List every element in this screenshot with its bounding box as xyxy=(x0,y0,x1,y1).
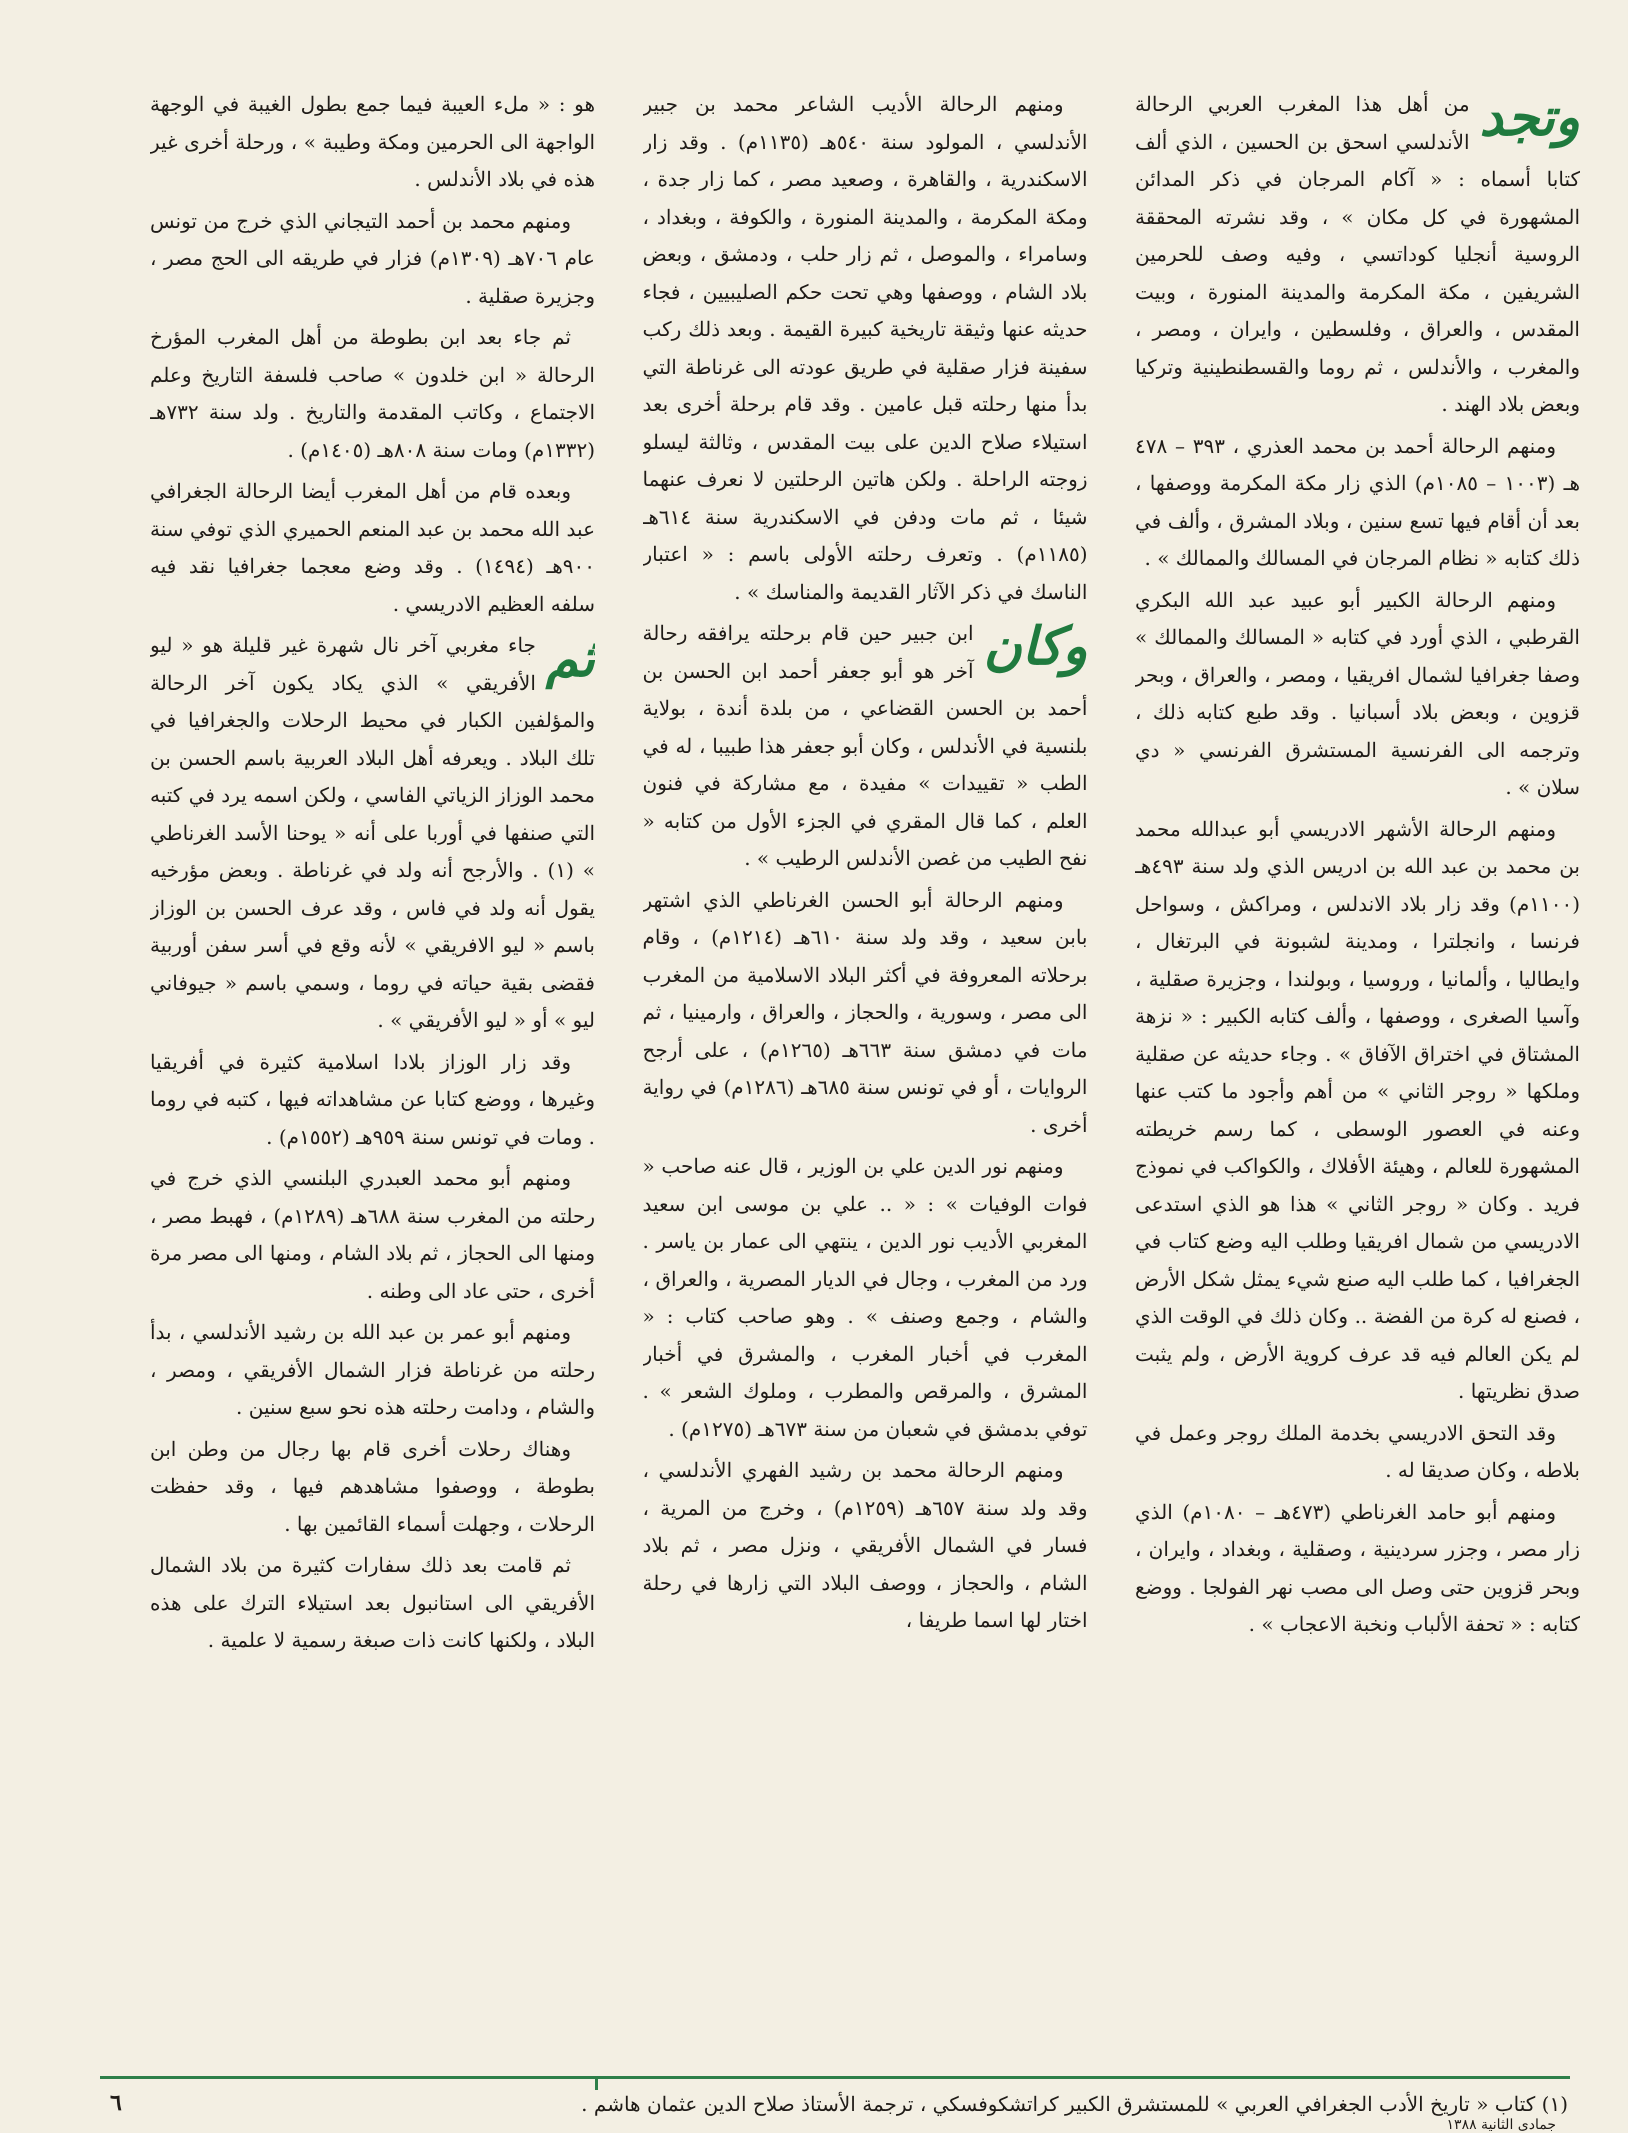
paragraph: ومنهم نور الدين علي بن الوزير ، قال عنه صاحب « فوات الوفيات » : « .. علي بن موسى ابن سعيد المغربي الأديب نور الدين ، ينتهي الى عمار بن ياسر . ورد من المغرب ، وجال في الديار المصرية ، والعراق ، والشام ، وجمع وصنف » . وهو صاحب كتاب : « المغرب في أخبار المغرب ، والمشرق في أخبار المشرق ، والمرقص والمطرب ، وملوك الشعر » . توفي بدمشق في شعبان من سنة ٦٧٣هـ (١٢٧٥م) . xyxy=(642,1154,1088,1441)
paragraph: وقد التحق الادريسي بخدمة الملك روجر وعمل في بلاطه ، وكان صديقا له . xyxy=(1135,1420,1580,1482)
paragraph: ثم قامت بعد ذلك سفارات كثيرة من بلاد الشمال الأفريقي الى استانبول بعد استيلاء الترك على هذه البلاد ، ولكنها كانت ذات صبغة رسمية لا علمية . xyxy=(150,1553,595,1652)
paragraph: ومنهم الرحالة الكبير أبو عبيد عبد الله البكري القرطبي ، الذي أورد في كتابه « المسالك والممالك » وصفا جغرافيا لشمال افريقيا ، ومصر ، والعراق ، وبحر قزوين ، وبعض بلاد أسبانيا . وقد طبع كتابه ذلك ، وترجمه الى الفرنسية المستشرق الفرنسي « دي سلان » . xyxy=(1135,587,1580,799)
footnote-rule xyxy=(100,2076,1570,2079)
dropcap-thumma: ثم xyxy=(545,628,595,689)
paragraph: جاء مغربي آخر نال شهرة غير قليلة هو « ليو الأفريقي » الذي يكاد يكون آخر الرحالة والمؤلفين الكبار في محيط الرحلات والجغرافيا في تلك البلاد . ويعرفه أهل البلاد العربية باسم الحسن بن محمد الوزاز الزياتي الفاسي ، ولكن اسمه يرد في كتبه التي صنفها في أوربا على أنه « يوحنا الأسد الغرناطي » (١) . والأرجح أنه ولد في غرناطة . وبعض مؤرخيه يقول أنه ولد في فاس ، وقد عرف الحسن بن الوزاز باسم « ليو الافريقي » لأنه وقع في أسر سفن أوربية فقضى بقية حياته في روما ، وسمي باسم « جيوفاني ليو » أو « ليو الأفريقي » . xyxy=(150,633,595,1032)
paragraph: ومنهم محمد بن أحمد التيجاني الذي خرج من تونس عام ٧٠٦هـ (١٣٠٩م) فزار في طريقه الى الحج مصر ، وجزيرة صقلية . xyxy=(150,208,595,308)
paragraph: وقد زار الوزاز بلادا اسلامية كثيرة في أفريقيا وغيرها ، ووضع كتابا عن مشاهداته فيها ، كتبه في روما . ومات في تونس سنة ٩٥٩هـ (١٥٥٢م) . xyxy=(150,1049,595,1149)
paragraph: هو : « ملء العيبة فيما جمع بطول الغيبة في الوجهة الواجهة الى الحرمين ومكة وطيبة » ، ورحلة أخرى غير هذه في بلاد الأندلس . xyxy=(150,92,595,191)
column-left xyxy=(150,86,595,2076)
footnote-rule-tick xyxy=(595,2076,598,2090)
issue-date: جمادى الثانية ١٣٨٨ xyxy=(1446,2117,1556,2133)
paragraph: من أهل هذا المغرب العربي الرحالة الأندلسي اسحق بن الحسين ، الذي ألف كتابا أسماه : « آكام المرجان في ذكر المدائن المشهورة في كل مكان » ، وقد نشرته المحققة الروسية أنجليا كوداتسي ، وفيه وصف للحرمين الشريفين ، مكة المكرمة والمدينة المنورة ، وبيت المقدس ، والعراق ، وفلسطين ، وايران ، ومصر ، والمغرب ، والأندلس ، ثم روما والقسطنطينية وتركيا وبعض بلاد الهند . xyxy=(1135,92,1580,416)
paragraph: ابن جبير حين قام برحلته يرافقه رحالة آخر هو أبو جعفر أحمد ابن الحسن بن أحمد بن الحسن القضاعي ، من بلدة أندة ، بولاية بلنسية في الأندلس ، وكان أبو جعفر هذا طبيبا ، له في الطب « تقييدات » مفيدة ، مع مشاركة في فنون العلم ، كما قال المقري في الجزء الأول من كتابه « نفح الطيب من غصن الأندلس الرطيب » . xyxy=(642,621,1088,870)
paragraph: ومنهم أبو محمد العبدري البلنسي الذي خرج في رحلته من المغرب سنة ٦٨٨هـ (١٢٨٩م) ، فهبط مصر ، ومنها الى الحجاز ، ثم بلاد الشام ، ومنها الى مصر مرة أخرى ، حتى عاد الى وطنه . xyxy=(150,1166,595,1303)
paragraph: ومنهم الرحالة محمد بن رشيد الفهري الأندلسي ، وقد ولد سنة ٦٥٧هـ (١٢٥٩م) ، وخرج من المرية ، فسار في الشمال الأفريقي ، ونزل مصر ، ثم بلاد الشام ، والحجاز ، ووصف البلاد التي زارها في رحلة اختار لها اسما طريفا ، xyxy=(642,1458,1088,1632)
paragraph: ومنهم الرحالة أحمد بن محمد العذري ، ٣٩٣ – ٤٧٨ هـ (١٠٠٣ – ١٠٨٥م) الذي زار مكة المكرمة ووصفها ، بعد أن أقام فيها تسع سنين ، وبلاد المشرق ، وألف في ذلك كتابه « نظام المرجان في المسالك والممالك » . xyxy=(1135,433,1580,570)
paragraph: ومنهم الرحالة أبو الحسن الغرناطي الذي اشتهر بابن سعيد ، وقد ولد سنة ٦١٠هـ (١٢١٤م) ، وقام برحلاته المعروفة في أكثر البلاد الاسلامية من المغرب الى مصر ، وسورية ، والحجاز ، والعراق ، وارمينيا ، ثم مات في دمشق سنة ٦٦٣هـ (١٢٦٥م) ، على أرجح الروايات ، أو في تونس سنة ٦٨٥هـ (١٢٨٦م) في رواية أخرى . xyxy=(642,887,1088,1137)
paragraph: ومنهم أبو حامد الغرناطي (٤٧٣هـ – ١٠٨٠م) الذي زار مصر ، وجزر سردينية ، وصقلية ، وبغداد ، وايران ، وبحر قزوين حتى وصل الى مصب نهر الفولجا . ووضع كتابه : « تحفة الألباب ونخبة الاعجاب » . xyxy=(1135,1499,1580,1636)
page-number: ٦ xyxy=(110,2090,122,2116)
text-columns xyxy=(150,86,1580,2076)
paragraph: ثم جاء بعد ابن بطوطة من أهل المغرب المؤرخ الرحالة « ابن خلدون » صاحب فلسفة التاريخ وعلم الاجتماع ، وكاتب المقدمة والتاريخ . ولد سنة ٧٣٢هـ (١٣٣٢م) ومات سنة ٨٠٨هـ (١٤٠٥م) . xyxy=(150,325,595,462)
footnote: (١) كتاب « تاريخ الأدب الجغرافي العربي » للمستشرق الكبير كراتشكوفسكي ، ترجمة الأستاذ صلاح الدين عثمان هاشم . xyxy=(581,2092,1568,2116)
column-right xyxy=(1135,86,1580,2076)
paragraph: ومنهم الرحالة الأشهر الادريسي أبو عبدالله محمد بن محمد بن عبد الله بن ادريس الذي ولد سنة ٤٩٣هـ (١١٠٠م) وقد زار بلاد الاندلس ، ومراكش ، وسواحل فرنسا ، وانجلترا ، ومدينة لشبونة في البرتغال ، وايطاليا ، وألمانيا ، وروسيا ، وبولندا ، وجزيرة صقلية ، وآسيا الصغرى ، ووصفها ، وألف كتابه الكبير : « نزهة المشتاق في اختراق الآفاق » . وجاء حديثه عن صقلية وملكها « روجر الثاني » من أهم وأجود ما كتب عنها وعنه في العصور الوسطى ، كما رسم خريطته المشهورة للعالم ، وهيئة الأفلاك ، والكواكب في نموذج فريد . وكان « روجر الثاني » هذا هو الذي استدعى الادريسي من شمال افريقيا وطلب اليه وضع كتاب في الجغرافيا ، كما طلب اليه صنع شيء يمثل شكل الأرض ، فصنع له كرة من الفضة .. وكان ذلك في الوقت الذي لم يكن العالم فيه قد عرف كروية الأرض ، ولم يثبت صدق نظريتها . xyxy=(1135,816,1580,1403)
paragraph: وبعده قام من أهل المغرب أيضا الرحالة الجغرافي عبد الله محمد بن عبد المنعم الحميري الذي توفي سنة ٩٠٠هـ (١٤٩٤) . وقد وضع معجما جغرافيا نقد فيه سلفه العظيم الادريسي . xyxy=(150,479,595,616)
column-middle xyxy=(643,86,1088,2076)
paragraph: ومنهم الرحالة الأديب الشاعر محمد بن جبير الأندلسي ، المولود سنة ٥٤٠هـ (١١٣٥م) . وقد زار الاسكندرية ، والقاهرة ، وصعيد مصر ، كما زار جدة ، ومكة المكرمة ، والمدينة المنورة ، والكوفة ، وبغداد ، وسامراء ، والموصل ، ثم زار حلب ، ودمشق ، وبعض بلاد الشام ، ووصفها وهي تحت حكم الصليبيين ، فجاء حديثه عنها وثيقة تاريخية كبيرة القيمة . وبعد ذلك ركب سفينة فزار صقلية في طريق عودته الى غرناطة التي بدأ منها رحلته قبل عامين . وقد قام برحلة أخرى بعد استيلاء صلاح الدين على بيت المقدس ، وثالثة ليسلو زوجته الراحلة . ولكن هاتين الرحلتين لا نعرف عنهما شيئا ، ثم مات ودفن في الاسكندرية سنة ٦١٤هـ (١١٨٥م) . وتعرف رحلته الأولى باسم : « اعتبار الناسك في ذكر الآثار القديمة والمناسك » . xyxy=(642,92,1088,604)
paragraph: ومنهم أبو عمر بن عبد الله بن رشيد الأندلسي ، بدأ رحلته من غرناطة فزار الشمال الأفريقي ، ومصر ، والشام ، ودامت رحلته هذه نحو سبع سنين . xyxy=(150,1320,595,1419)
dropcap-wa-kana: وكان xyxy=(983,616,1088,677)
dropcap-wa-najid: وتجد xyxy=(1479,87,1580,148)
paragraph: وهناك رحلات أخرى قام بها رجال من وطن ابن بطوطة ، ووصفوا مشاهدهم فيها ، وقد حفظت الرحلات ، وجهلت أسماء القائمين بها . xyxy=(150,1436,595,1536)
